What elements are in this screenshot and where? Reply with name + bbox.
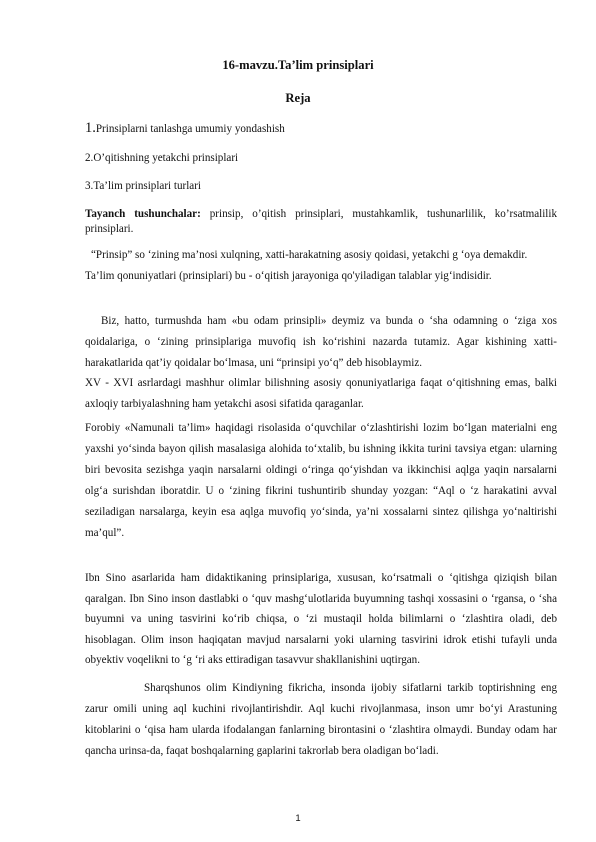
paragraph-ibn-sino: Ibn Sino asarlarida ham didaktikaning prinsiplariga, xususan, ko‘rsatmali o ‘qitishga qiziqish bilan qaralgan. Ibn Sino inson dastlabki o ‘quv mashg‘ulotlarida buyumning tashqi xossasini o ‘rgansa, o ‘sha buyumni va uning tasvirini ko‘rib chiqsa, o ‘zi mustaqil holda bilimlarni o ‘zlashtira oladi, deb hisoblagan. Olim inson haqiqatan mavjud narsalarni yoki ularning tasvirini idrok etishi tufayli unda obyektiv voqelikni to ‘g ‘ri aks ettiradigan tasavvur shakllanishini uqtirgan. (85, 572, 557, 667)
plan-heading: Reja (285, 91, 311, 105)
key-concepts-label: Tayanch tushunchalar: (85, 208, 201, 220)
plan-item-text: O’qitishning yetakchi prinsiplari (93, 152, 239, 164)
plan-item-number: 1. (85, 120, 96, 136)
key-concepts-text: prinsip, o’qitish prinsiplari, mustahkamlik, tushunarlilik, ko’rsatmalilik prinsiplari. (85, 208, 557, 235)
paragraph-kindiy: Sharqshunos olim Kindiyning fikricha, insonda ijobiy sifatlarni tarkib toptirishning eng zarur omili uning aql kuchini rivojlantirishdir. Aql kuchi rivojlanmasa, inson umr bo‘yi Arastuning kitoblarini o ‘qisa ham ularda ifodalangan fanlarning birontasini o ‘zlashtira olmaydi. Bunday odam har qancha urinsa-da, faqat boshqalarning gaplarini takrorlab bera oladigan bo‘ladi. (85, 682, 557, 757)
plan-item-3 (85, 180, 201, 192)
paragraph-prinsip: “Prinsip” so ‘zining ma’nosi xulqning, xatti-harakatning asosiy qoidasi, yetakchi g ‘oya demakdir. Ta’lim qonuniyatlari (prinsiplari) bu - o‘qitish jarayoniga qo'yiladigan talablar yig‘indisidir. (85, 249, 528, 282)
plan-item-number: 2. (85, 152, 94, 164)
paragraph-prinsipli: Biz, hatto, turmushda ham «bu odam prinsipli» deymiz va bunda o ‘sha odamning o ‘ziga xos qoidalariga, o ‘zining prinsiplariga muvofiq ish ko‘rishini nazarda tutamiz. Agar kishining xatti-harakatlarida qat’iy qoidalar bo‘lmasa, uni “prinsipi yo‘q” deb hisoblaymiz. (85, 315, 557, 369)
plan-item-number: 3. (85, 180, 94, 192)
page-title: 16-mavzu.Ta’lim prinsiplari (222, 58, 374, 72)
paragraph-xv-xvi: XV - XVI asrlardagi mashhur olimlar bilishning asosiy qonuniyatlariga faqat o‘qitishning emas, balki axloqiy tarbiyalashning ham yetakchi asosi sifatida qaraganlar. (85, 377, 557, 410)
page-number: 1 (295, 813, 301, 824)
plan-item-1 (85, 120, 285, 137)
key-concepts (85, 207, 557, 237)
plan-item-2 (85, 152, 238, 164)
plan-item-text: Prinsiplarni tanlashga umumiy yondashish (95, 123, 285, 135)
paragraph-forobiy: Forobiy «Namunali ta’lim» haqidagi risolasida o‘quvchilar o‘zlashtirishi lozim bo‘lgan materialni eng yaxshi yo‘sinda bayon qilish masalasiga alohida to‘xtalib, bu ishning ikkita turini tavsiya etgan: ularning biri bevosita sezishga yaqin narsalarni oldingi o‘ringa qo‘yishdan va ikkinchisi aqlga yaqin narsalarni olg‘a surishdan iboratdir. U o ‘zining fikrini tushuntirib shunday yozgan: “Aql o ‘z harakatini avval seziladigan narsalarga, keyin esa aqlga muvofiq yo‘sinda, ya’ni xossalarni sintez qilishga yo‘naltirishi ma’qul”. (85, 422, 557, 539)
plan-item-text: Ta’lim prinsiplari turlari (93, 180, 201, 192)
